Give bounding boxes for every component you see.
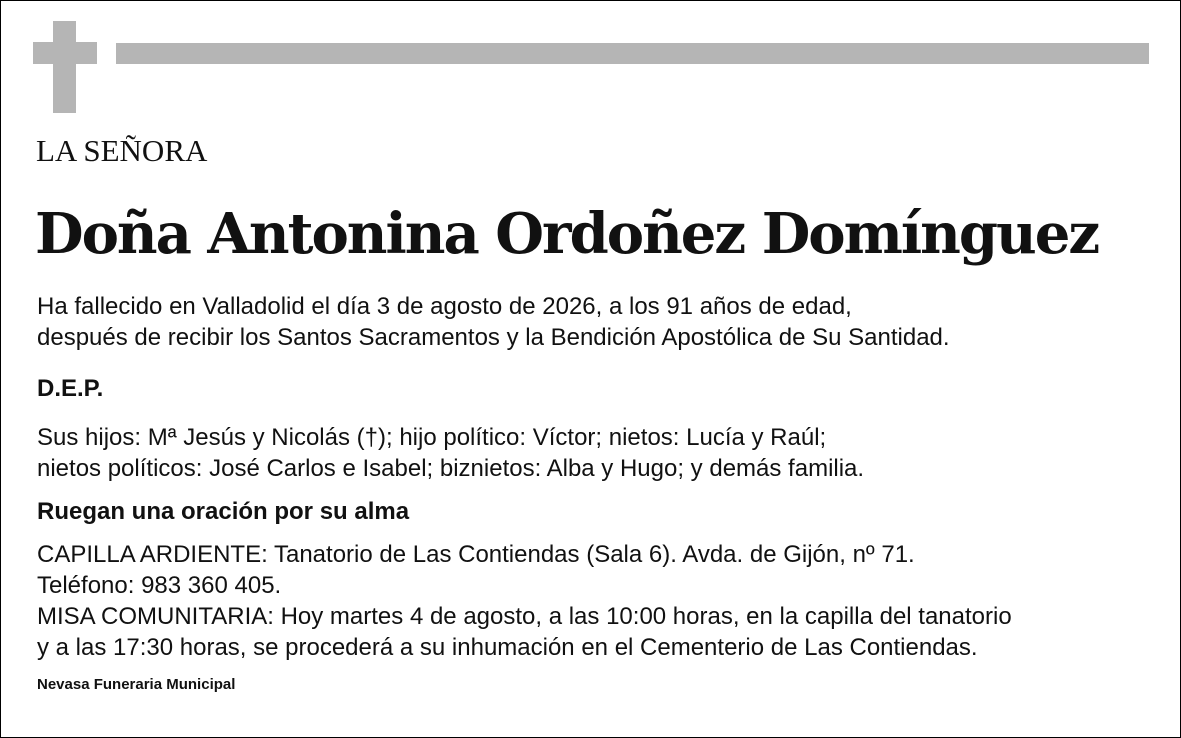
family-list bbox=[37, 422, 864, 484]
death-announcement bbox=[37, 291, 950, 353]
service-line: Teléfono: 983 360 405. bbox=[37, 572, 282, 599]
death-line: después de recibir los Santos Sacramentos y la Bendición Apostólica de Su Santidad. bbox=[37, 324, 950, 351]
service-details bbox=[37, 539, 1012, 663]
death-line: Ha fallecido en Valladolid el día 3 de agosto de 2026, a los 91 años de edad, bbox=[37, 293, 852, 320]
service-line: MISA COMUNITARIA: Hoy martes 4 de agosto, a las 10:00 horas, en la capilla del tanatorio bbox=[37, 603, 1012, 630]
funeral-home-name: Nevasa Funeraria Municipal bbox=[37, 676, 236, 693]
family-line: Sus hijos: Mª Jesús y Nicolás (†); hijo político: Víctor; nietos: Lucía y Raúl; bbox=[37, 424, 827, 451]
rest-in-peace: D.E.P. bbox=[37, 375, 104, 402]
deceased-name: Doña Antonina Ordoñez Domínguez bbox=[35, 201, 1099, 267]
service-line: CAPILLA ARDIENTE: Tanatorio de Las Contiendas (Sala 6). Avda. de Gijón, nº 71. bbox=[37, 541, 915, 568]
family-line: nietos políticos: José Carlos e Isabel; biznietos: Alba y Hugo; y demás familia. bbox=[37, 455, 865, 482]
service-line: y a las 17:30 horas, se procederá a su inhumación en el Cementerio de Las Contiendas. bbox=[37, 634, 978, 661]
cross-horizontal-bar bbox=[33, 42, 97, 64]
cross-vertical-bar bbox=[53, 21, 76, 113]
top-decorative-rule bbox=[116, 43, 1149, 64]
notice-heading: LA SEÑORA bbox=[36, 133, 208, 168]
prayer-request: Ruegan una oración por su alma bbox=[37, 498, 410, 525]
